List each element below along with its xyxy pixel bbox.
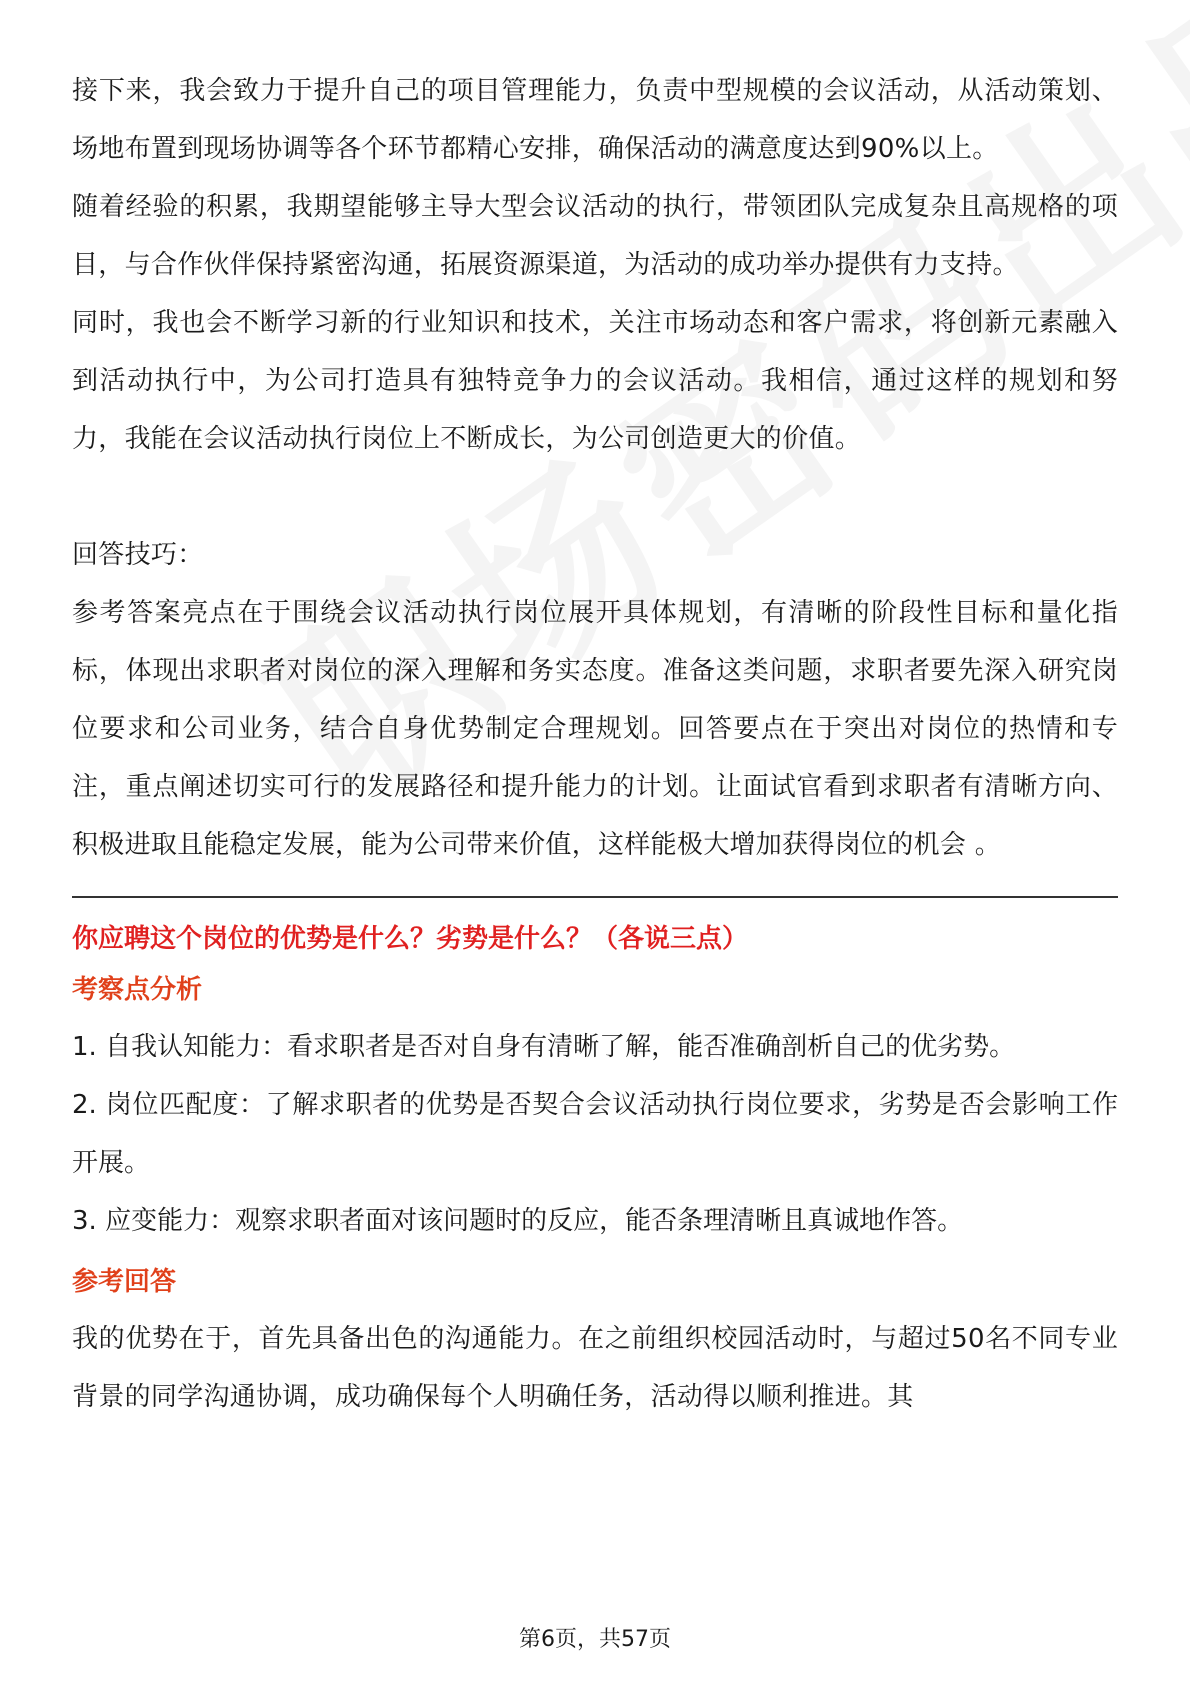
analysis-item: 1. 自我认知能力：看求职者是否对自身有清晰了解，能否准确剖析自己的优劣势。 [72,1032,1016,1062]
analysis-item: 3. 应变能力：观察求职者面对该问题时的反应，能否条理清晰且真诚地作答。 [72,1206,964,1236]
analysis-heading: 考察点分析 [72,975,203,1005]
career-plan-paragraph-1: 接下来，我会致力于提升自己的项目管理能力，负责中型规模的会议活动，从活动策划、场地布置到现场协调等各个环节都精心安排，确保活动的满意度达到90%以上。 [72,76,1118,164]
answer-heading: 参考回答 [72,1267,177,1297]
tips-heading: 回答技巧： [72,540,204,570]
analysis-item: 2. 岗位匹配度：了解求职者的优势是否契合会议活动执行岗位要求，劣势是否会影响工作开展。 [72,1090,1118,1178]
career-plan-paragraph-3: 同时，我也会不断学习新的行业知识和技术，关注市场动态和客户需求，将创新元素融入到活动执行中，为公司打造具有独特竞争力的会议活动。我相信，通过这样的规划和努力，我能在会议活动执行岗位上不断成长，为公司创造更大的价值。 [72,308,1118,454]
question-title: 你应聘这个岗位的优势是什么？劣势是什么？（各说三点） [72,924,749,954]
paragraph-gap [72,468,1118,526]
section-divider [72,896,1118,898]
career-plan-paragraph-2: 随着经验的积累，我期望能够主导大型会议活动的执行，带领团队完成复杂且高规格的项目，与合作伙伴保持紧密沟通，拓展资源渠道，为活动的成功举办提供有力支持。 [72,192,1118,280]
page-content [72,62,1118,1426]
tips-body: 参考答案亮点在于围绕会议活动执行岗位展开具体规划，有清晰的阶段性目标和量化指标，体现出求职者对岗位的深入理解和务实态度。准备这类问题，求职者要先深入研究岗位要求和公司业务，结合自身优势制定合理规划。回答要点在于突出对岗位的热情和专注，重点阐述切实可行的发展路径和提升能力的计划。让面试官看到求职者有清晰方向、积极进取且能稳定发展，能为公司带来价值，这样能极大增加获得岗位的机会 。 [72,598,1118,860]
page-footer: 第6页，共57页 [519,1627,671,1652]
answer-body: 我的优势在于，首先具备出色的沟通能力。在之前组织校园活动时，与超过50名不同专业背景的同学沟通协调，成功确保每个人明确任务，活动得以顺利推进。其 [72,1324,1118,1412]
